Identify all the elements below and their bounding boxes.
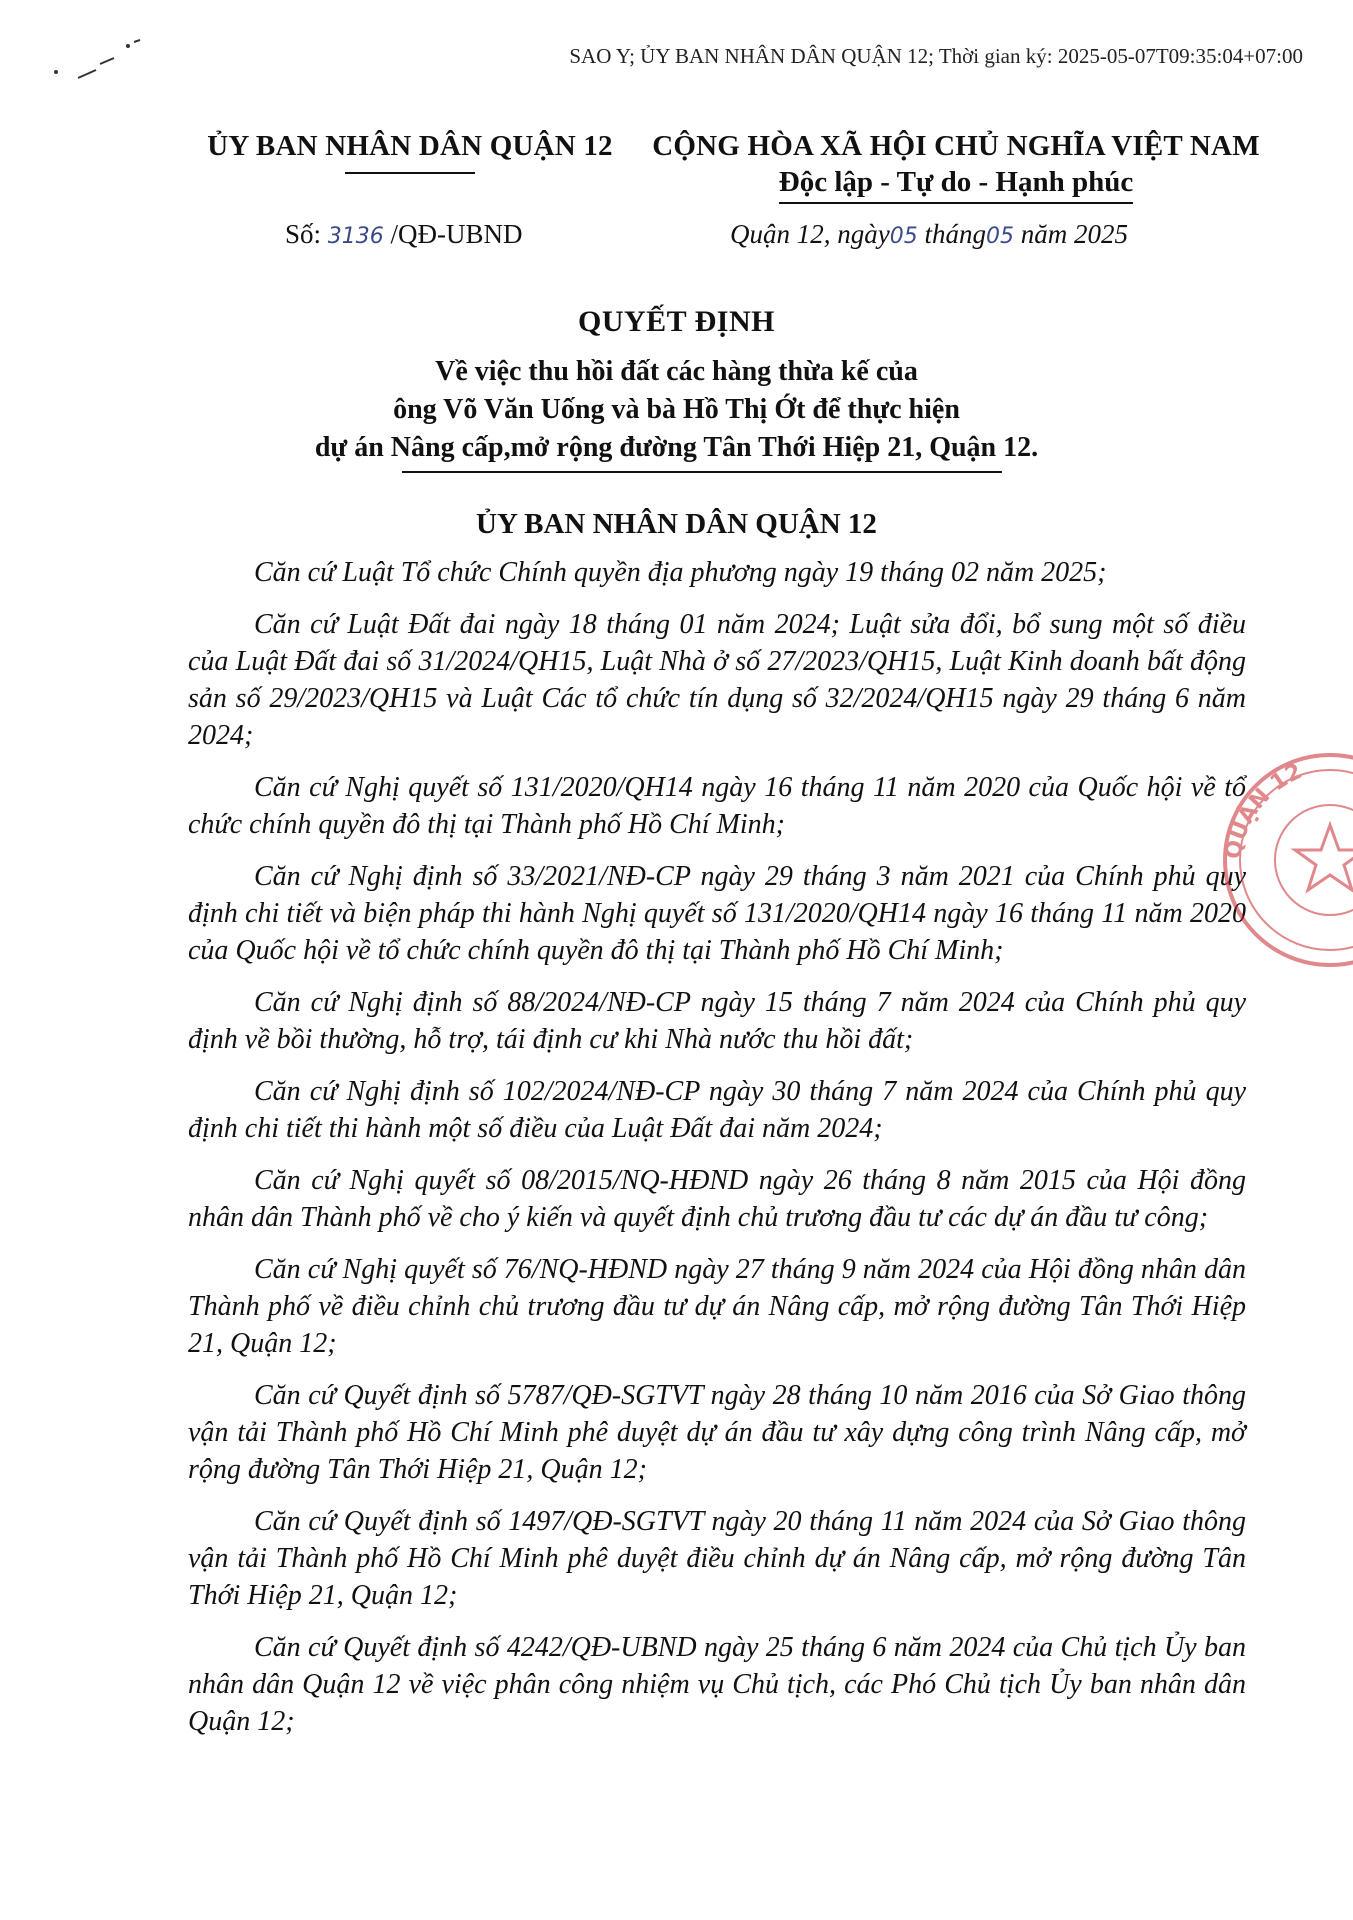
document-title: QUYẾT ĐỊNH bbox=[578, 305, 775, 338]
legal-basis-paragraph: Căn cứ Quyết định số 4242/QĐ-UBND ngày 25 tháng 6 năm 2024 của Chủ tịch Ủy ban nhân dân Quận 12 về việc phân công nhiệm vụ Chủ tịch, các Phó Chủ tịch Ủy ban nhân dân Quận 12; bbox=[188, 1632, 1246, 1737]
svg-text:QUẬN 12: QUẬN 12 bbox=[1220, 758, 1306, 862]
legal-basis-paragraph: Căn cứ Nghị định số 33/2021/NĐ-CP ngày 29 tháng 3 năm 2021 của Chính phủ quy định chi tiết và biện pháp thi hành Nghị quyết số 131/2020/QH14 ngày 16 tháng 11 năm 2020 của Quốc hội về tổ chức chính quyền đô thị tại Thành phố Hồ Chí Minh; bbox=[188, 861, 1246, 966]
place-prefix: Quận 12, ngày bbox=[730, 219, 890, 249]
month-handwritten: 05 bbox=[986, 224, 1014, 249]
issuer-heading: ỦY BAN NHÂN DÂN QUẬN 12 bbox=[476, 508, 877, 540]
legal-basis-paragraph: Căn cứ Nghị định số 102/2024/NĐ-CP ngày 30 tháng 7 năm 2024 của Chính phủ quy định chi tiết thi hành một số điều của Luật Đất đai năm 2024; bbox=[188, 1076, 1246, 1144]
issuing-authority-header bbox=[185, 128, 635, 174]
month-word: tháng bbox=[924, 219, 986, 249]
document-number-prefix: Số: bbox=[285, 219, 322, 249]
legal-basis-paragraph: Căn cứ Nghị quyết số 131/2020/QH14 ngày 16 tháng 11 năm 2020 của Quốc hội về tổ chức chính quyền đô thị tại Thành phố Hồ Chí Minh; bbox=[188, 772, 1246, 840]
motto-block bbox=[779, 164, 1134, 204]
document-number bbox=[285, 219, 523, 250]
scan-speck-marks bbox=[50, 30, 150, 90]
legal-bases bbox=[188, 554, 1246, 1755]
country-name: CỘNG HÒA XÃ HỘI CHỦ NGHĨA VIỆT NAM bbox=[652, 130, 1260, 162]
legal-basis-paragraph: Căn cứ Nghị định số 88/2024/NĐ-CP ngày 15 tháng 7 năm 2024 của Chính phủ quy định về bồi thường, hỗ trợ, tái định cư khi Nhà nước thu hồi đất; bbox=[188, 987, 1246, 1055]
digital-signature-header: SAO Y; ỦY BAN NHÂN DÂN QUẬN 12; Thời gian ký: 2025-05-07T09:35:04+07:00 bbox=[569, 44, 1303, 68]
year-text: năm 2025 bbox=[1020, 219, 1128, 249]
legal-basis-paragraph: Căn cứ Nghị quyết số 76/NQ-HĐND ngày 27 tháng 9 năm 2024 của Hội đồng nhân dân Thành phố về điều chỉnh chủ trương đầu tư dự án Nâng cấp, mở rộng đường Tân Thới Hiệp 21, Quận 12; bbox=[188, 1254, 1246, 1359]
red-seal-stamp bbox=[1200, 730, 1353, 990]
authority-underline bbox=[345, 172, 475, 174]
document-number-handwritten: 3136 bbox=[327, 224, 384, 249]
legal-basis-paragraph: Căn cứ Nghị quyết số 08/2015/NQ-HĐND ngày 26 tháng 8 năm 2015 của Hội đồng nhân dân Thành phố về cho ý kiến và quyết định chủ trương đầu tư các dự án đầu tư công; bbox=[188, 1165, 1246, 1233]
title-block bbox=[0, 305, 1353, 473]
document-subject bbox=[0, 353, 1353, 467]
subject-line: Về việc thu hồi đất các hàng thừa kế của bbox=[435, 356, 918, 387]
issuing-authority-name: ỦY BAN NHÂN DÂN QUẬN 12 bbox=[207, 130, 613, 162]
document-number-suffix: /QĐ-UBND bbox=[390, 219, 523, 249]
national-motto: Độc lập - Tự do - Hạnh phúc bbox=[778, 166, 1134, 198]
legal-basis-paragraph: Căn cứ Luật Tổ chức Chính quyền địa phương ngày 19 tháng 02 năm 2025; bbox=[254, 557, 1107, 588]
national-header bbox=[632, 128, 1280, 204]
subject-line: dự án Nâng cấp,mở rộng đường Tân Thới Hiệp 21, Quận 12. bbox=[314, 432, 1039, 463]
legal-basis-paragraph: Căn cứ Quyết định số 5787/QĐ-SGTVT ngày 28 tháng 10 năm 2016 của Sở Giao thông vận tải Thành phố Hồ Chí Minh phê duyệt dự án đầu tư xây dựng công trình Nâng cấp, mở rộng đường Tân Thới Hiệp 21, Quận 12; bbox=[188, 1380, 1246, 1485]
legal-basis-paragraph: Căn cứ Quyết định số 1497/QĐ-SGTVT ngày 20 tháng 11 năm 2024 của Sở Giao thông vận tải Thành phố Hồ Chí Minh phê duyệt điều chỉnh dự án Nâng cấp, mở rộng đường Tân Thới Hiệp 21, Quận 12; bbox=[188, 1506, 1246, 1611]
legal-basis-paragraph: Căn cứ Luật Đất đai ngày 18 tháng 01 năm 2024; Luật sửa đổi, bổ sung một số điều của Luật Đất đai số 31/2024/QH15, Luật Nhà ở số 27/2023/QH15, Luật Kinh doanh bất động sản số 29/2023/QH15 và Luật Các tổ chức tín dụng số 32/2024/QH15 ngày 29 tháng 6 năm 2024; bbox=[188, 609, 1246, 751]
subject-underline bbox=[402, 471, 1002, 473]
day-handwritten: 05 bbox=[889, 224, 918, 249]
subject-line: ông Võ Văn Uống và bà Hồ Thị Ớt để thực hiện bbox=[393, 394, 960, 425]
place-and-date bbox=[730, 219, 1128, 250]
motto-underline bbox=[779, 202, 1134, 204]
